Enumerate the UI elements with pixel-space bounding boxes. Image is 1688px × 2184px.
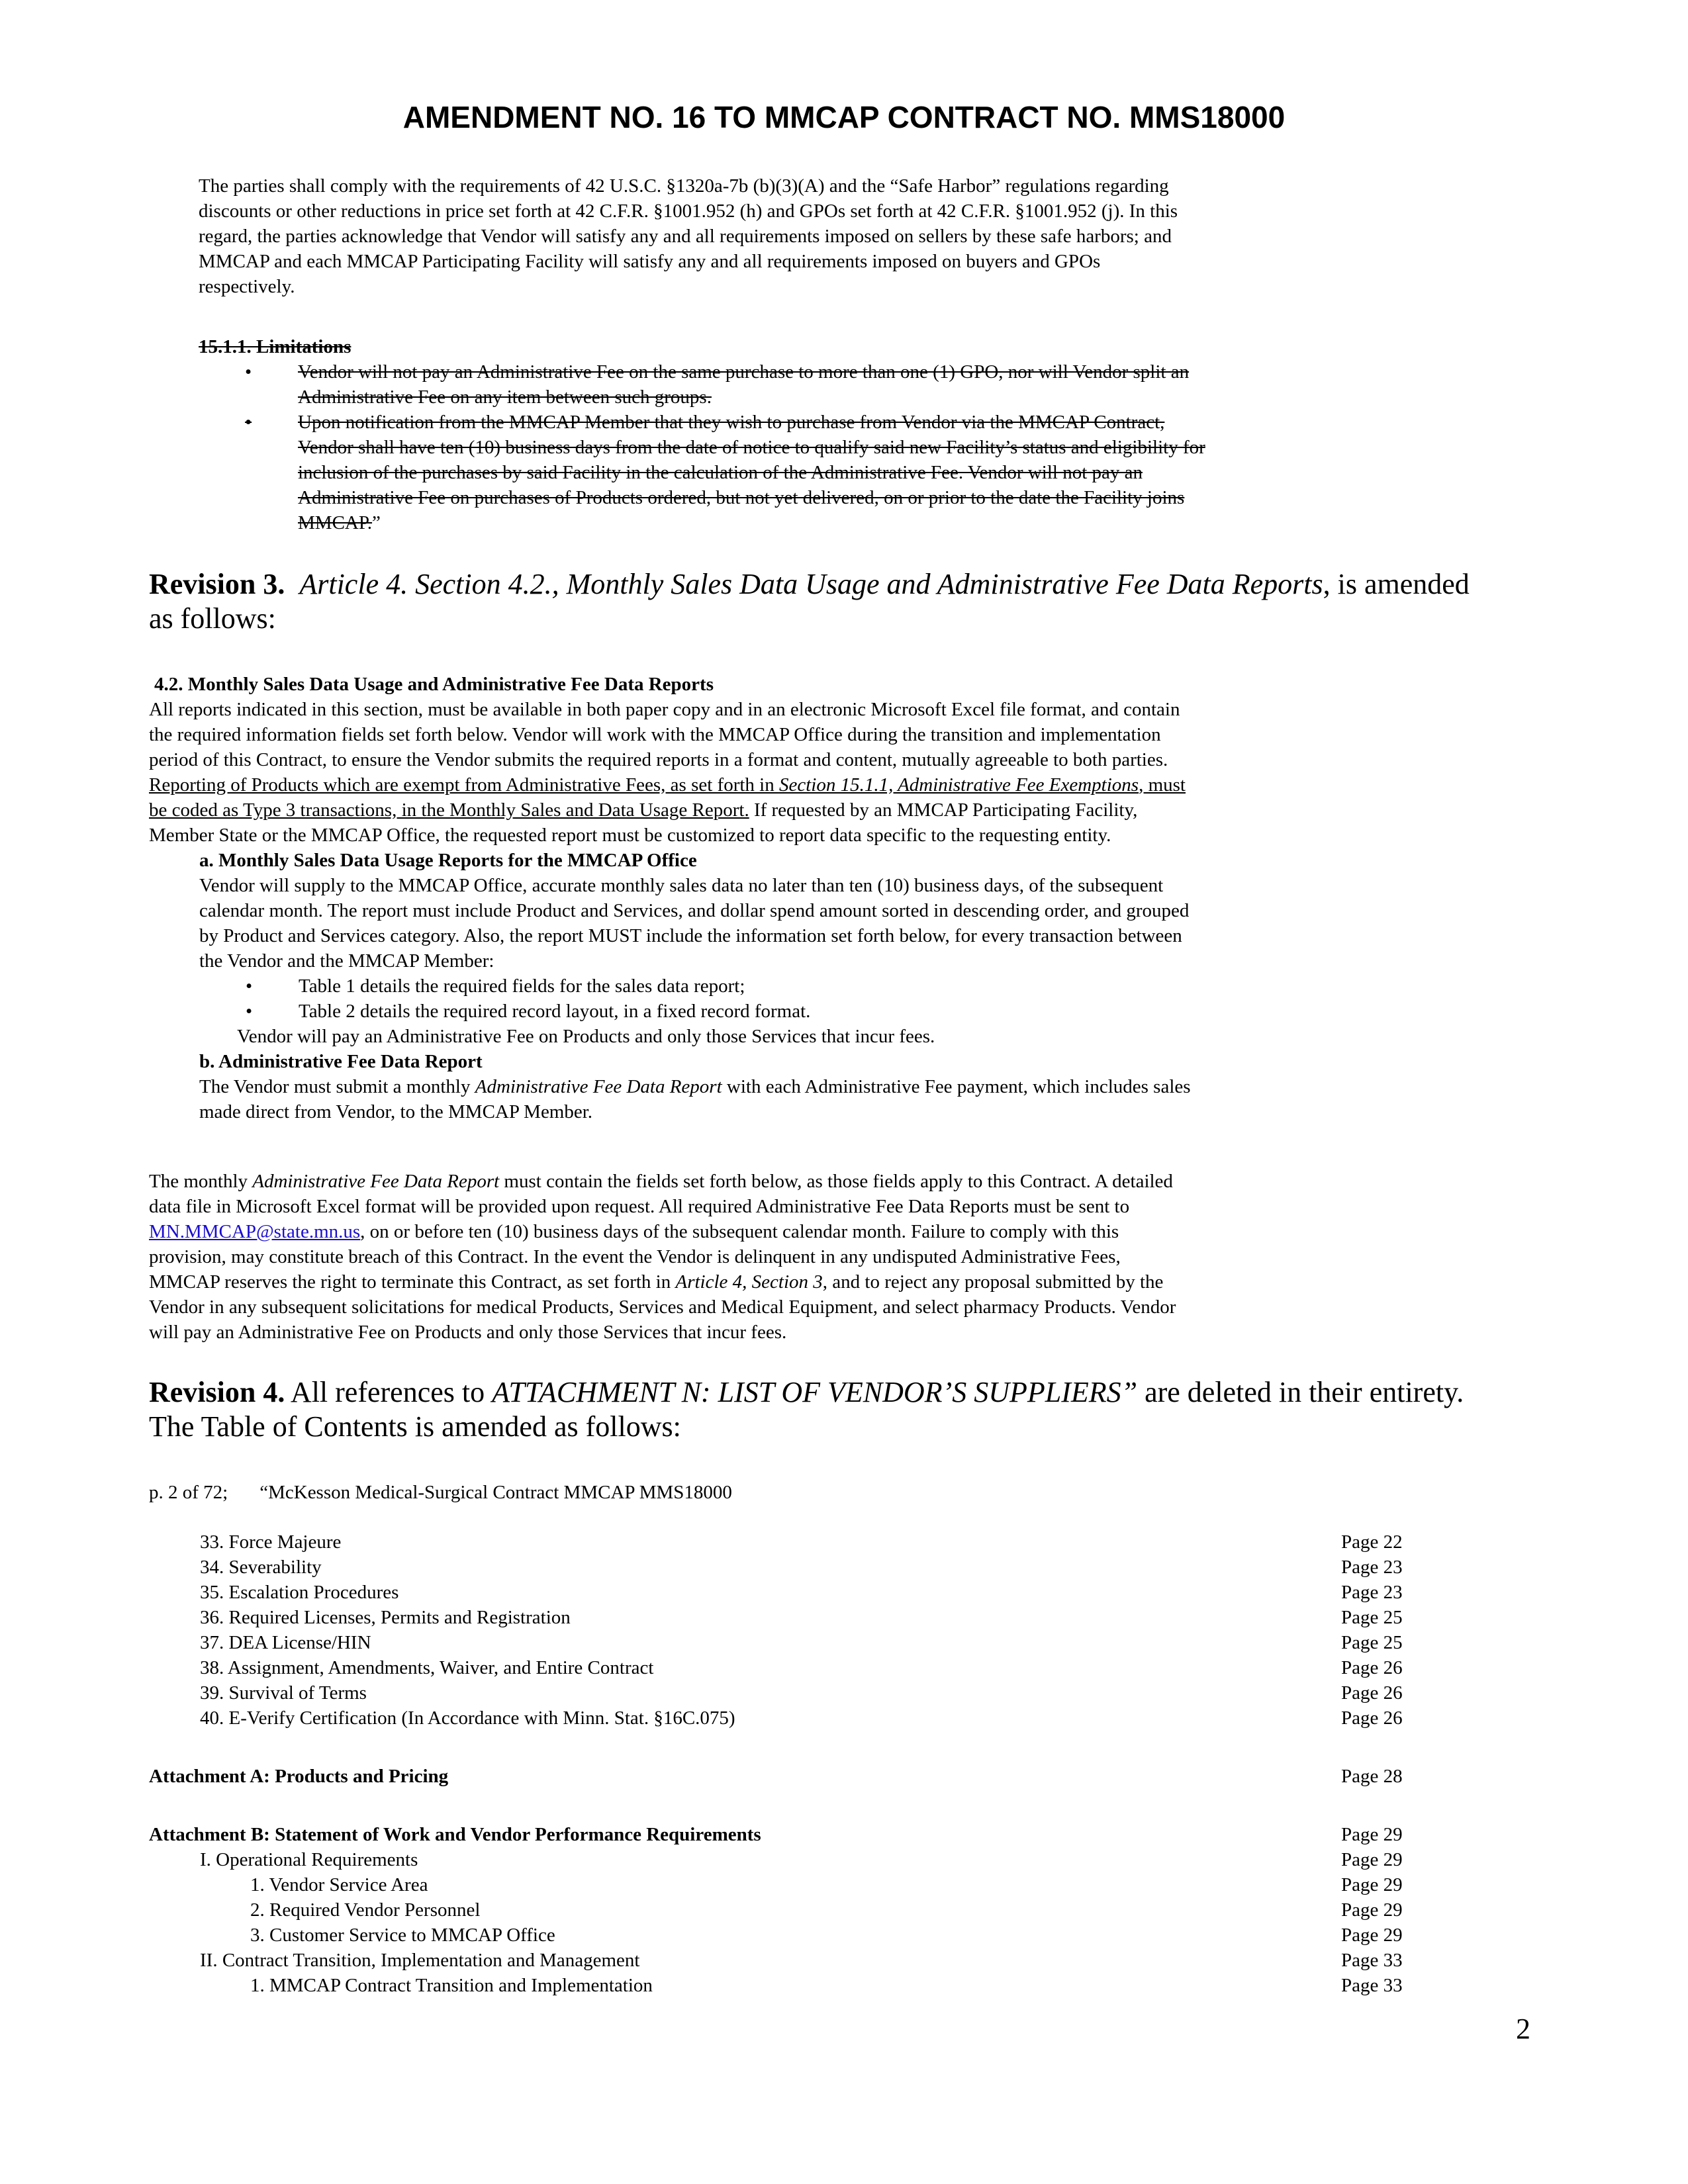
section-4-2 — [149, 672, 1539, 1124]
revision-text: , is amended — [1323, 568, 1470, 600]
toc-entry: 35. Escalation Procedures — [200, 1582, 399, 1603]
revision-4-heading — [149, 1375, 1605, 1444]
list-item — [246, 999, 1539, 1024]
text-line: discounts or other reductions in price set forth at 42 C.F.R. §1001.952 (h) and GPOs set forth at 42 C.F.R. §1001.952 (j). In this — [199, 201, 1178, 222]
toc-entry: I. Operational Requirements — [200, 1849, 418, 1870]
text-span: must contain the fields set forth below, as those fields apply to this Contract. A detailed — [499, 1171, 1173, 1192]
text-line: Vendor shall have ten (10) business days from the date of notice to qualify said new Facility’s status and eligibility for — [298, 437, 1205, 458]
report-name: Administrative Fee Data Report — [252, 1171, 500, 1192]
document-title: AMENDMENT NO. 16 TO MMCAP CONTRACT NO. MMS18000 — [402, 100, 1286, 134]
revision-reference: Article 4. Section 4.2., Monthly Sales Data Usage and Administrative Fee Data Reports — [299, 568, 1323, 600]
toc-page-number: Page 26 — [1341, 1657, 1403, 1678]
text-span: The monthly — [149, 1171, 253, 1192]
toc-entry: 33. Force Majeure — [200, 1531, 342, 1553]
intro-paragraph — [199, 173, 1523, 299]
bullet-icon: • — [245, 361, 252, 383]
toc-page-number: Page 22 — [1341, 1531, 1403, 1553]
text-line: Upon notification from the MMCAP Member that they wish to purchase from Vendor via the MMCAP Contract, — [298, 412, 1165, 433]
text-line — [199, 1074, 1539, 1099]
attachment-reference: ATTACHMENT N: LIST OF VENDOR’S SUPPLIERS” — [492, 1376, 1138, 1408]
text-span: , and to reject any proposal submitted by the — [822, 1271, 1164, 1293]
toc-page-number: Page 29 — [1341, 1824, 1403, 1845]
text-line: Member State or the MMCAP Office, the requested report must be customized to report data specific to the requesting entity. — [149, 825, 1111, 846]
text-line: Vendor will supply to the MMCAP Office, accurate monthly sales data no later than ten (10) business days, of the subsequent — [199, 875, 1164, 896]
text-line: regard, the parties acknowledge that Vendor will satisfy any and all requirements imposed on sellers by these safe harbors; and — [199, 226, 1172, 247]
text-line: Vendor will not pay an Administrative Fee on the same purchase to more than one (1) GPO, nor will Vendor split an — [298, 361, 1190, 383]
text-span: All references to — [285, 1376, 492, 1408]
toc-page-number: Page 26 — [1341, 1707, 1403, 1729]
toc-page-number: Page 33 — [1341, 1950, 1403, 1971]
text-line: as follows: — [149, 602, 276, 635]
subsection-heading: b. Administrative Fee Data Report — [199, 1051, 483, 1072]
quote-mark: ” — [372, 512, 381, 533]
text-line — [149, 1169, 1539, 1194]
toc-intro — [149, 1480, 1142, 1505]
report-name: Administrative Fee Data Report — [475, 1076, 722, 1097]
text-span: If requested by an MMCAP Participating Facility, — [749, 799, 1138, 821]
toc-page-number: Page 29 — [1341, 1874, 1403, 1895]
text-line: the required information fields set forth below. Vendor will work with the MMCAP Office during the transition and implementation — [149, 724, 1161, 745]
text-line: the Vendor and the MMCAP Member: — [199, 950, 494, 972]
toc-entry: Attachment B: Statement of Work and Vendor Performance Requirements — [149, 1824, 761, 1845]
page-number: 2 — [1516, 2013, 1530, 2045]
toc-page-number: Page 33 — [1341, 1975, 1403, 1996]
toc-entry: II. Contract Transition, Implementation and Management — [200, 1950, 640, 1971]
limitations-section — [199, 334, 1523, 535]
bullet-icon: • — [246, 1001, 253, 1022]
text-line: Administrative Fee on purchases of Products ordered, but not yet delivered, on or prior to the date the Facility joins — [298, 487, 1185, 508]
text-line — [149, 567, 1552, 602]
text-line — [149, 772, 1539, 797]
toc-entry: 34. Severability — [200, 1557, 322, 1578]
revision-label: Revision 4. — [149, 1376, 285, 1408]
text-span: with each Administrative Fee payment, which includes sales — [722, 1076, 1191, 1097]
text-span: The Vendor must submit a monthly — [199, 1076, 475, 1097]
text-line: will pay an Administrative Fee on Products and only those Services that incur fees. — [149, 1322, 787, 1343]
subsection-a — [149, 848, 1539, 1049]
toc-page-number: Page 25 — [1341, 1607, 1403, 1628]
text-span: , on or before ten (10) business days of the subsequent calendar month. Failure to comply with this — [360, 1221, 1119, 1242]
text-line — [149, 1375, 1605, 1410]
text-line: MMCAP and each MMCAP Participating Facility will satisfy any and all requirements imposed on buyers and GPOs — [199, 251, 1101, 272]
text-line: Vendor will pay an Administrative Fee on Products and only those Services that incur fees. — [237, 1026, 935, 1047]
text-line — [298, 510, 1523, 535]
text-line: The parties shall comply with the requirements of 42 U.S.C. §1320a-7b (b)(3)(A) and the “Safe Harbor” regulations regarding — [199, 175, 1169, 197]
text-line: inclusion of the purchases by said Facility in the calculation of the Administrative Fee. Vendor will not pay an — [298, 462, 1143, 483]
toc-page-number: Page 25 — [1341, 1632, 1403, 1653]
email-link[interactable]: MN.MMCAP@state.mn.us — [149, 1221, 361, 1242]
toc-entry: 2. Required Vendor Personnel — [250, 1899, 481, 1921]
text-line — [149, 1219, 1539, 1244]
monthly-report-paragraph — [149, 1169, 1539, 1345]
toc-entry: 3. Customer Service to MMCAP Office — [250, 1925, 555, 1946]
limitations-heading: 15.1.1. Limitations — [199, 336, 352, 357]
text-line: respectively. — [199, 276, 295, 297]
toc-page-number: Page 23 — [1341, 1557, 1403, 1578]
section-heading: 4.2. Monthly Sales Data Usage and Administrative Fee Data Reports — [154, 674, 714, 695]
text-span: are deleted in their entirety. — [1137, 1376, 1464, 1408]
underlined-text: Reporting of Products which are exempt from Administrative Fees, as set forth in — [149, 774, 779, 796]
toc-page-number: Page 23 — [1341, 1582, 1403, 1603]
toc-entry: 39. Survival of Terms — [200, 1682, 367, 1704]
toc-page-number: Page 26 — [1341, 1682, 1403, 1704]
list-item-text: Table 1 details the required fields for the sales data report; — [299, 976, 745, 997]
text-line: calendar month. The report must include Product and Services, and dollar spend amount sorted in descending order, and grouped — [199, 900, 1190, 921]
article-reference: Article 4, Section 3 — [675, 1271, 823, 1293]
bullet-icon: • — [245, 412, 252, 433]
toc-page-number: Page 29 — [1341, 1925, 1403, 1946]
toc-entry: Attachment A: Products and Pricing — [149, 1766, 449, 1787]
page-reference: p. 2 of 72; — [149, 1482, 228, 1503]
limitations-bullet — [245, 410, 1523, 535]
struck-text: MMCAP. — [298, 512, 373, 533]
text-line: Administrative Fee on any item between such groups. — [298, 387, 712, 408]
text-span: MMCAP reserves the right to terminate this Contract, as set forth in — [149, 1271, 676, 1293]
underlined-text: be coded as Type 3 transactions, in the Monthly Sales and Data Usage Report. — [149, 799, 749, 821]
list-item-text: Table 2 details the required record layout, in a fixed record format. — [299, 1001, 811, 1022]
toc-entry: 1. MMCAP Contract Transition and Implementation — [250, 1975, 653, 1996]
toc-entry: 36. Required Licenses, Permits and Registration — [200, 1607, 571, 1628]
toc-entry: 40. E-Verify Certification (In Accordance with Minn. Stat. §16C.075) — [200, 1707, 735, 1729]
toc-page-number: Page 29 — [1341, 1899, 1403, 1921]
text-line: All reports indicated in this section, must be available in both paper copy and in an electronic Microsoft Excel file format, and contain — [149, 699, 1180, 720]
toc-page-number: Page 28 — [1341, 1766, 1403, 1787]
bullet-icon: • — [246, 976, 253, 997]
text-line: period of this Contract, to ensure the Vendor submits the required reports in a format and content, mutually agreeable to both parties. — [149, 749, 1168, 770]
subsection-b — [149, 1049, 1539, 1124]
text-line: data file in Microsoft Excel format will be provided upon request. All required Administrative Fee Data Reports must be sent to — [149, 1196, 1130, 1217]
text-line: Vendor in any subsequent solicitations for medical Products, Services and Medical Equipment, and select pharmacy Products. Vendor — [149, 1297, 1176, 1318]
underlined-reference: Section 15.1.1, Administrative Fee Exemptions — [778, 774, 1139, 796]
limitations-bullet — [245, 359, 1523, 410]
toc-page-number: Page 29 — [1341, 1849, 1403, 1870]
text-line — [149, 797, 1539, 823]
text-line — [149, 1269, 1539, 1295]
toc-intro-text: “McKesson Medical-Surgical Contract MMCAP MMS18000 — [259, 1482, 732, 1503]
text-line: provision, may constitute breach of this Contract. In the event the Vendor is delinquent in any undisputed Administrative Fees, — [149, 1246, 1121, 1267]
text-line: The Table of Contents is amended as follows: — [149, 1410, 681, 1443]
text-line: by Product and Services category. Also, the report MUST include the information set forth below, for every transaction between — [199, 925, 1182, 946]
list-item — [246, 974, 1539, 999]
text-line: made direct from Vendor, to the MMCAP Member. — [199, 1101, 593, 1122]
toc-entry: 37. DEA License/HIN — [200, 1632, 371, 1653]
toc-entry: 1. Vendor Service Area — [250, 1874, 428, 1895]
revision-3-heading — [149, 567, 1552, 636]
toc-entry: 38. Assignment, Amendments, Waiver, and Entire Contract — [200, 1657, 654, 1678]
subsection-heading: a. Monthly Sales Data Usage Reports for the MMCAP Office — [199, 850, 697, 871]
revision-label: Revision 3. — [149, 568, 285, 600]
underlined-text: , must — [1139, 774, 1186, 796]
